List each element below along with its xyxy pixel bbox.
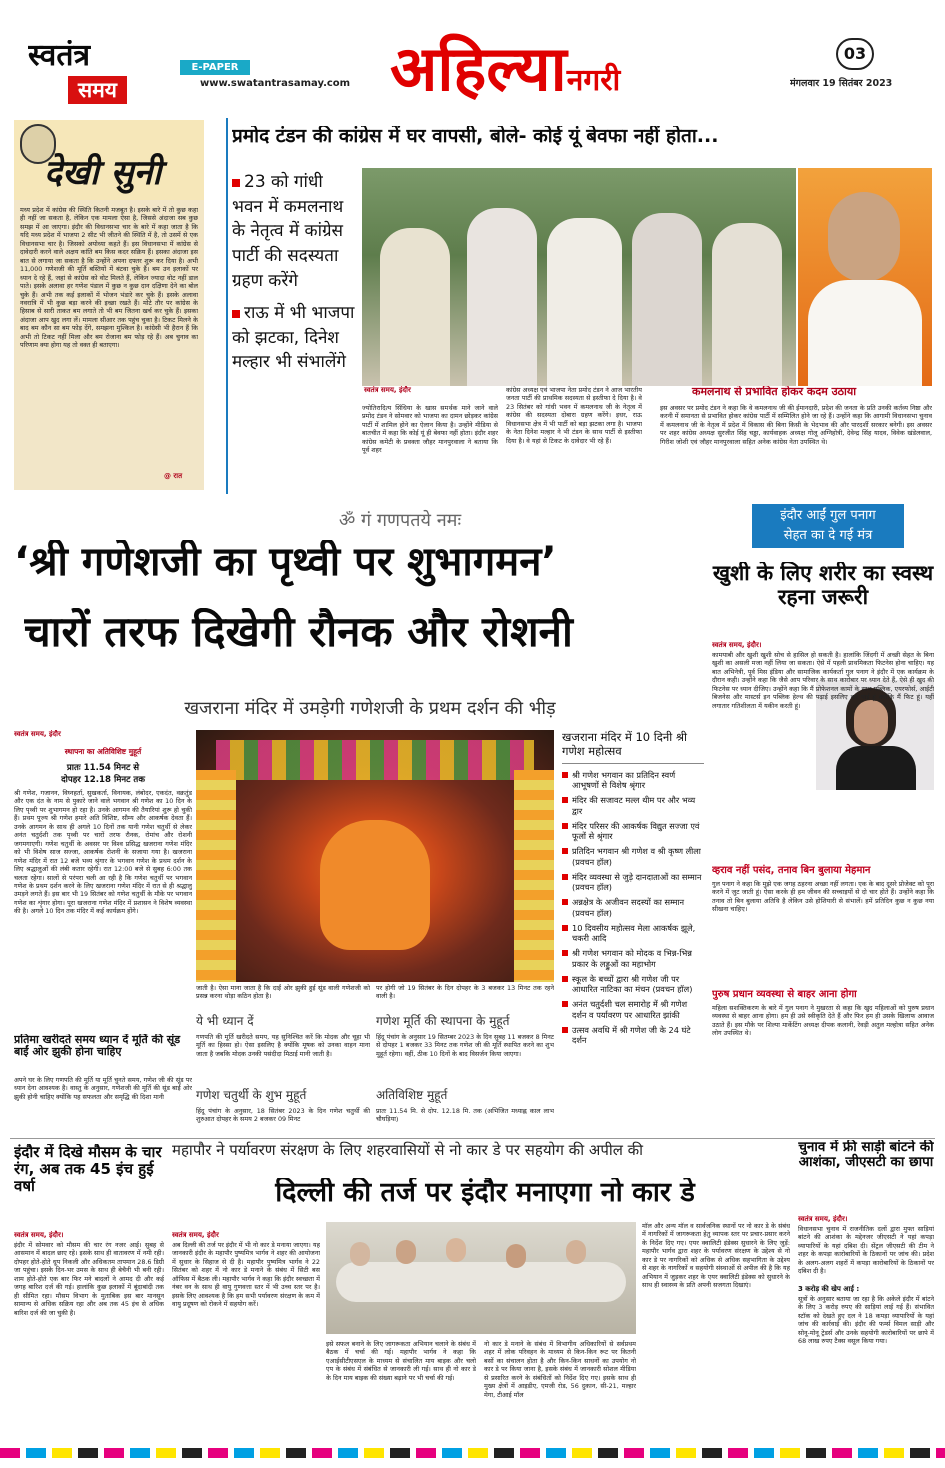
page-title-main: अहिल्या (390, 32, 567, 105)
gst-body: विधानसभा चुनाव में राजनीतिक दलों द्वारा मुफ्त साड़ियां बांटने की आशंका के मद्देनजर जीएसटी ने यहां कपड़ा व्यापारियों के यहां दबिश दी। सेंट्रल जीएसटी की टीम ने शहर के कपड़ा कारोबारियों के ठिकानों पर जांच की। प्रदेश के अलग-अलग शहरों में कपड़ा कारोबारियों के ठिकानों पर दबिश दी है। (798, 1225, 934, 1276)
dekhi-suni-column (14, 120, 204, 490)
chaturthi-title: गणेश चतुर्थी के शुभ मुहूर्त (196, 1088, 307, 1102)
mahotsav-item: मंदिर परिसर की आकर्षक विद्युत सज्जा एवं फूलों से श्रृंगार (562, 821, 704, 842)
lead-byline: स्वतंत्र समय, इंदौर (364, 386, 411, 394)
nocar-meeting-photo (326, 1222, 636, 1334)
lead-bullets (232, 170, 357, 490)
gst-sub: 3 करोड़ की खेप आई : (798, 1284, 860, 1293)
brand-top: स्वतंत्र (28, 40, 91, 73)
ganesh-idol-photo (196, 730, 554, 982)
lead-col-1: ज्योतिरादित्य सिंधिया के खास समर्थक माने जाने वाले प्रमोद टंडन ने सोमवार को भाजपा का दामन छोड़कर कांग्रेस पार्टी में शामिल होने का ऐलान किया है। उन्होंने मीडिया से बातचीत में कहा कि कोई यूं ही बेवफा नहीं होता। इंदौर शहर कांग्रेस कमेटी के प्रवक्ता जौहर मानपुरवाला ने बताया कि पूर्व शहर (362, 404, 498, 455)
nocar-col-3: नो कार डे मनाने के संबंध में विभागीय अधिकारियों से सर्वप्रथम शहर में लोक परिवहन के माध्यम से किन-किन रूट पर कितनी बसों का संचालन होता है और किन-किन साधनों का उपयोग नो कार डे पर किया जाना है, इसके संबंध में जानकारी सोशल मीडिया से प्रसारित करने के संबंधितों को निर्देश दिए गए। इसके साथ ही मुख्य क्षेत्रों में आइडीए, एमजी रोड, 56 दुकान, सी-21, मल्हार मेगा, टीआई मॉल (484, 1340, 636, 1399)
page-title (390, 30, 790, 110)
mahotsav-box (562, 730, 704, 1138)
gst-headline: चुनाव में फ्री साड़ी बांटने की आशंका, जीएसटी का छापा (798, 1140, 934, 1171)
page-number: 03 (836, 38, 874, 70)
ganesh-mantra: ॐ गं गणपतये नमः (338, 510, 462, 531)
weather-body-wrap (14, 1222, 164, 1438)
nocar-col-2: इसे सफल बनाने के लिए जागरूकता अभियान चलाने के संबंध में बैठक में चर्चा की गई। महापौर भार्गव ने कहा कि एआईसीटीएसएल के माध्यम से संचालित माय बाइक और चलो एप के संबंध में संबंधित से जानकारी ली गई। साथ ही नो कार डे के दिन माय बाइक की संख्या बढ़ाने पर भी चर्चा की गई। (326, 1340, 476, 1382)
mahotsav-item: मंदिर व्यवस्था से जुड़े दानदाताओं का सम्मान (प्रवचन हॉल) (562, 872, 704, 893)
chaturthi-body: हिंदू पंचांग के अनुसार, 18 सितंबर 2023 के दिन गणेश चतुर्थी की शुरुआत दोपहर के समय 2 बजकर 09 मिनट (196, 1107, 370, 1124)
page-title-sub: नगरी (566, 63, 621, 98)
muhurat-title: स्थापना का अतिविशिष्ट मुहूर्त (64, 747, 142, 756)
muhurat-time-1: प्रातः 11.54 मिनट से (66, 763, 140, 773)
mahotsav-item: मंदिर की सजावट मल्ल थीम पर और भव्य द्वार (562, 795, 704, 816)
ativ-box (376, 1086, 554, 1136)
brand-bottom: समय (68, 76, 127, 104)
sthapna-body: हिंदू पंचांग के अनुसार 19 सितम्बर 2023 के दिन सुबह 11 बजकर 8 मिनट से दोपहर 1 बजकर 33 मिनट तक गणेश जी की मूर्ति स्थापित करने का शुभ मुहूर्त रहेगा। वहीं, ठीक 10 दिनों के बाद विसर्जन किया जाएगा। (376, 1033, 554, 1058)
ganesh-body: श्री गणेश, गजानन, विघ्नहर्ता, सुखकर्ता, विनायक, लंबोदर, एकदंत, वक्रतुंड और एक दंत के नाम से पुकारे जाने वाले भगवान श्री गणेश का 10 दिन के लिए पृथ्वी पर शुभागमन हो रहा है। उनके आगमन की तैयारियां शुरू हो चुकी हैं। प्रथम पूज्य श्री गणेश हमारे अति विशिष्ट, सौम्य और आकर्षक देवता हैं। उनके आगमन के साथ ही अगले 10 दिनों तक यानी गणेश चतुर्थी से लेकर अनंत चतुर्दशी तक पृथ्वी पर चारों तरफ रौनक, रोमांच और रोशनी जगमगाएगी। गणेश चतुर्थी के अवसर पर विश्व प्रसिद्ध खजराना गणेश मंदिर को भी विशेष साज सज्जा, आकर्षक रोशनी के सजाया गया है। खजराना गणेश मंदिर में रात 12 बजे भव्य श्रृंगार के भगवान गणेश के प्रथम दर्शन के लिए श्रद्धालुओं की लंबी कतार रहेगी। रात 12:00 बजे से सुबह 6:00 तक चलता रहेगा। सालों से परंपरा चली आ रही है कि गणेश चतुर्थी पर भगवान गणेश के प्रथम दर्शन करने के लिए खजराना गणेश मंदिर में रात से ही श्रद्धालु उमड़ने लगते हैं। इस बार भी 19 सितंबर को गणेश चतुर्थी के मौके पर भगवान गणेश का शृंगार होगा। पूरा खजराना गणेश मंदिर में प्रशासन ने विशेष व्यवस्था की है। अगले 10 दिन तक मंदिर में कई कार्यक्रम होंगे। (14, 789, 192, 916)
tip-body: गणपति की मूर्ति खरीदते समय, यह सुनिश्चित करें कि मोदक और चूहा भी मूर्ति का हिस्सा हो। ऐसा इसलिए है क्योंकि मूषक को उनका वाहन माना जाता है जबकि मोदक उनकी पसंदीदा मिठाई मानी जाती है। (196, 1033, 370, 1058)
masthead (0, 0, 945, 112)
brand-logo (28, 40, 158, 108)
weather-headline: इंदौर में दिखे मौसम के चार रंग, अब तक 45 इंच हुई वर्षा (14, 1144, 162, 1195)
lead-headline: प्रमोद टंडन की कांग्रेस में घर वापसी, बोले- कोई यूं बेवफा नहीं होता... (232, 126, 719, 147)
ganesh-sub-1: प्रतिमा खरीदते समय ध्यान दें मूर्ति की सूंड बाईं ओर झुकी होना चाहिए (14, 1034, 181, 1059)
gulpanag-byline: स्वतंत्र समय, इंदौर। (712, 641, 762, 649)
nocar-col-1: अब दिल्ली की तर्ज पर इंदौर में भी नो कार डे मनाया जाएगा। यह जानकारी इंदौर के महापौर पुष्यमित्र भार्गव ने शहर की आयोजना में सुधार के सिहाज से दी है। महापौर पुष्यमित्र भार्गव ने 22 सितंबर को शहर में नो कार डे मनाने के संबंध में सिटी बस ऑफिस में बैठक ली। महापौर भार्गव ने कहा कि इंदौर स्वच्छता में नंबर वन के साथ ही वायु गुणवत्ता स्तर में भी उच्च स्तर पर है। इसके लिए आवश्यक है कि हम सभी पर्यावरण संरक्षण के कम में वायु प्रदूषण को रोकने में सहयोग करें। (172, 1241, 320, 1309)
mahotsav-item: प्रतिदिन भगवान श्री गणेश व श्री कृष्ण लीला (प्रवचन हॉल) (562, 846, 704, 867)
gst-body-wrap (798, 1206, 934, 1438)
lead-bullet-2: राऊ में भी भाजपा को झटका, दिनेश मल्हार भी संभालेंगे (232, 303, 355, 373)
ganesh-deck: खजराना मंदिर में उमड़ेगी गणेशजी के प्रथम दर्शन की भीड़ (184, 698, 556, 719)
ganesh-photo-caption-2: पर होगी जो 19 सितंबर के दिन दोपहर के 3 बजकर 13 मिनट तक रहने वाली है। (376, 984, 554, 1001)
column-credit: @ रात (164, 472, 183, 480)
mahotsav-title: खजराना मंदिर में 10 दिनी श्री गणेश महोत्सव (562, 730, 704, 764)
mahotsav-item: उत्सव अवधि में श्री गणेश जी के 24 घंटे दर्शन (562, 1025, 704, 1046)
mahotsav-item: अन्नक्षेत्र के अजीवन सदस्यों का सम्मान (प्रवचन हॉल) (562, 897, 704, 918)
gst-sub-body: सूत्रों के अनुसार बताया जा रहा है कि अकेले इंदौर में बांटने के लिए 3 करोड़ रुपए की साड़ियां लाई गई हैं। संभावित स्टॉक को देखते हुए दल ने 18 कपड़ा व्यापारियों के यहां जांच की कार्रवाई की। इंदौर की फर्म्स विमल साड़ी और सोनू-मोनू ट्रेडर्स और उनके सहयोगी कारोबारियों पर छापे में 68 लाख रुपए टैक्स वसूल किया गया। (798, 1294, 934, 1345)
gst-byline: स्वतंत्र समय, इंदौर। (798, 1215, 848, 1223)
lead-bullet-1: 23 को गांधी भवन में कमलनाथ के नेतृत्व में कांग्रेस पार्टी की सदस्यता ग्रहण करेंगे (232, 172, 344, 291)
lead-photo-caption-bar (362, 386, 932, 398)
sthapna-box (376, 1012, 554, 1086)
gulpanag-sub-2: पुरुष प्रधान व्यवस्था से बाहर आना होगा (712, 989, 857, 1000)
tip-title: ये भी ध्यान दें (196, 1014, 254, 1028)
mahotsav-item: 10 दिवसीय महोत्सव मेला आकर्षक झूले, चकरी आदि (562, 923, 704, 944)
ganesh-sub-1-body: अपने घर के लिए गणपति की मूर्ति या मूर्ति चुनते समय, गणेश जी की सूंड पर ध्यान देना आवश्यक है। वास्तु के अनुसार, गणेशजी की मूर्ति की सूंड बाईं ओर झुकी होनी चाहिए क्योंकि यह सफलता और समृद्धि की दिशा मानी (14, 1076, 192, 1101)
lead-photo-group (362, 168, 796, 386)
mahotsav-item: स्कूल के बच्चों द्वारा श्री गणेश जी पर आधारित नाटिका का मंचन (प्रवचन हॉल) (562, 974, 704, 995)
site-url[interactable]: www.swatantrasamay.com (200, 78, 351, 89)
ganesh-byline: स्वतंत्र समय, इंदौर (14, 730, 61, 738)
column-title (14, 120, 204, 200)
issue-date: मंगलवार 19 सितंबर 2023 (790, 78, 893, 89)
ganesh-headline-1: ‘श्री गणेशजी का पृथ्वी पर शुभागमन’ (14, 540, 557, 585)
mahotsav-item: अनंत चतुर्दशी चल समारोह में श्री गणेश दर्शन व पर्यावरण पर आधारित झांकी (562, 999, 704, 1020)
lead-col-2: कांग्रेस अध्यक्ष एवं भाजपा नेता प्रमोद टंडन ने आज भारतीय जनता पार्टी की प्राथमिक सदस्यता से इस्तीफा दे दिया है। वे 23 सितंबर को गांधी भवन में कमलनाथ जी के नेतृत्व में कांग्रेस की सदस्यता दोबारा ग्रहण करेंगे। इधर, राऊ विधानसभा क्षेत्र में भी पार्टी को बड़ा झटका लगा है। भाजपा के नेता दिनेश मल्हार ने भी टंडन के साथ पार्टी से इस्तीफा दिया है। वे यहां से टिकट के दावेदार भी रहे हैं। (506, 386, 642, 445)
weather-byline: स्वतंत्र समय, इंदौर। (14, 1231, 64, 1239)
tip-box (196, 1012, 370, 1086)
nocar-byline: स्वतंत्र समय, इंदौर (172, 1231, 219, 1239)
chaturthi-box (196, 1086, 370, 1136)
ativ-title: अतिविशिष्ट मुहूर्त (376, 1088, 448, 1102)
column-body: मध्य प्रदेश में कांग्रेस की स्थिति कितनी मजबूत है। इसके बारे में तो कुछ कहा ही नहीं जा सकता है, लेकिन एक मामला ऐसा है, जिससे अंदाजा सब कुछ समझ में आ जाएगा। इंदौर की विधानसभा चार के बारे में कहा जाता है कि यदि मध्य प्रदेश में भाजपा 2 सीट भी जीतने की स्थिति में है, तो उसमें से एक विधानसभा चार है। जिसको अयोध्या कहते हैं। इस विधानसभा में कांग्रेस से दावेदारी करने वाले अक्षय कांति बम किस कदर सक्रिय हैं। इसका अंदाजा इस बात से लगाया जा सकता है कि उन्होंने अपना दफ्तर शुरू कर दिया है। अभी 11,000 गणेशजी की मूर्ति बस्तियों में बंटवा चुके हैं। बम उन इलाकों पर ध्यान दे रहे हैं, जहां से कांग्रेस को वोट मिलते हैं, लेकिन ज्यादा वोट नहीं डाल पाते। इसके अलावा हर गणेश पंडाल में कुछ न कुछ दान दक्षिणा देने का बोल चुके हैं। अभी तक कई इलाकों में भोजन भंडारे कर चुके हैं। इसके अलावा नवरात्रि में भी कुछ बड़ा करने की इच्छा रखते हैं। मोटे तौर पर कांग्रेस के हिसाब से सारी ताकत बम लगाते तो भी बम जितना खर्च कर चुके हैं। इसका अंदाजा आप खुद लगा लें। मामला सीआर तक पहुंच चुका है। टिकट मिलने के बाद बम कौन सा बम फोड़ देंगे, समझना मुश्किल है। कांग्रेसी भी हैरान हैं कि अभी तो टिकट नहीं मिला और बम रोजाना बम फोड़ रहे हैं। अब चुनाव का परिणाम क्या होगा यह तो वक्त ही बताएगा। (20, 206, 198, 350)
lead-portrait (798, 168, 932, 386)
ganesh-headline-2: चारों तरफ दिखेगी रौनक और रोशनी (24, 608, 573, 656)
sthapna-title: गणेश मूर्ति की स्थापना के मुहूर्त (376, 1014, 510, 1028)
gulpanag-headline: खुशी के लिए शरीर का स्वस्थ रहना जरूरी (712, 562, 934, 609)
nocar-col-4: मॉल और अन्य मॉल व सार्वजनिक स्थानों पर नो कार डे के संबंध में नागरिकों में जागरूकता हेतु व्यापक स्तर पर प्रचार-प्रसार करने के निर्देश दिए गए। एयर क्वालिटी इंडेक्स सुधारने के लिए जुड़ें: महापौर भार्गव द्वारा शहर के पर्यावरण संरक्षण के उद्देश्य से नो कार डे पर नागरिकों को अधिक से अधिक सहभागिता के उद्देश्य से शहर के नागरिकों व सहयोगी संस्थाओं से अपील की है कि यह अभियान में जुड़कर शहर के एयर क्वालिटी इंडेक्स को सुधारने के साथ ही स्वास्थ्य के प्रति अपनी सजगता दिखाएं। (642, 1222, 790, 1290)
weather-body: इंदौर में सोमवार को मौसम की चार रंग नजर आई। सुबह से आसमान में बादल छाए रहे। इसके साथ ही वातावरण में नमी रही। दोपहर होते-होते धूप निकली और अधिकतम तापमान 28.6 डिग्री जा पहुंचा। इसके दिन-भर उमस के साथ ही बेचैनी भी बनी रही। शाम होते-होते एक बार फिर मने बादलों ने आमद दी और कई जगह बारिश दर्ज की गई। हालांकि कुछ इलाकों में बूंदाबांदी तक ही सीमित रहा। मौसम विभाग के मुताबिक इस बार मानसून सामान्य से अधिक सक्रिय रहा और अब तक 45 इंच से अधिक बारिश दर्ज की जा चुकी है। (14, 1241, 164, 1317)
gulpanag-tag-2: सेहत का दे गई मंत्र (783, 528, 873, 543)
gulpanag-sub-1: व्हराव नहीं पसंद, तनाव बिन बुलाया मेहमान (712, 865, 871, 876)
gulpanag-sub-1-body: गुल पनाग ने कहा कि मुझे एक जगह ठहरना अच्छा नहीं लगता। एक के बाद दूसरे प्रोजेक्ट को पूरा करने में जुट जाती हूं। ऐसा करके ही हम जीवन की सच्चाइयों से दो चार होते हैं। उन्होंने कहा कि तनाव तो बिन बुलाया अतिथि है लेकिन उसे होशियारी से संभालें। हमें प्रतिदिन कुछ न कुछ नया सीखना चाहिए। (712, 880, 934, 914)
gulpanag-body: कामयाबी और खुशी खुशी सोच से हासिल हो सकती है। हालांकि जिंदगी में अच्छी सेहत के बिना खुशी का असली मजा नहीं लिया जा सकता। ऐसे में पहली प्राथमिकता फिटनेस होना चाहिए। यह बात अभिनेत्री, पूर्व मिस इंडिया और सामाजिक कार्यकर्ता गुल पनाग ने इंदौर में एक कार्यक्रम के दौरान कही। उन्होंने कहा कि जैसे आप परिवार के साथ कारोबार पर ध्यान देते हैं, ऐसे ही खुद की फिटनेस पर ध्यान दीजिए। उन्होंने कहा कि मैं प्रोफेशनल कामों के साथ पब्लिक, एयरफोर्स, आईटी बिजनेस और मास्टर्स इन पब्लिक हेल्थ की पढ़ाई इसलिए कर पाई हूं क्योंकि मैं फिट हूं। यहीं लगातार गतिशीलता में यकीन करती हूं। (712, 651, 934, 710)
gulpanag-sub-2-body: महिला सशक्तिकरण के बारे में गुल पनाग ने मुखरता से कहा कि खुद महिलाओं को पुरुष प्रधान व्यवस्था से बाहर आना होगा। हम ही उसे स्वीकृति देते हैं और फिर हम ही उसके खिलाफ आवाज उठाते हैं। इस मौके पर शिल्पा मार्केटिंग अध्यक्ष दीपक कलानी, रेवड़ी अतुल मल्होत्रा सहित अनेक लोग उपस्थित थे। (712, 1004, 934, 1038)
mahotsav-list (562, 770, 704, 1046)
epaper-badge: E-PAPER (180, 60, 250, 75)
column-title-text: देखी सुनी (44, 153, 162, 193)
muhurat-time-2: दोपहर 12.18 मिनट तक (61, 775, 145, 785)
gulpanag-tag (752, 504, 904, 548)
nocar-col-1-wrap (172, 1222, 320, 1438)
mahotsav-item: श्री गणेश भगवान को मोदक व भिन्न-भिन्न प्रकार के लड्डुओं का महाभोग (562, 948, 704, 969)
ganesh-left-column (14, 730, 192, 1030)
gulpanag-body-wrap (712, 632, 934, 858)
ativ-body: प्रातः 11.54 मि. से दोप. 12.18 मि. तक (अभिजित मध्याह्न काल लाभ चौघड़िया) (376, 1107, 554, 1124)
registration-bar (0, 1448, 945, 1458)
lead-caption: कमलनाथ से प्रभावित होकर कदम उठाया (692, 386, 857, 398)
mahotsav-item: श्री गणेश भगवान का प्रतिदिन स्वर्ण आभूषणों से विशेष श्रृंगार (562, 770, 704, 791)
lead-col-3: इस अवसर पर प्रमोद टंडन ने कहा कि वे कमलनाथ जी की ईमानदारी, प्रदेश की जनता के प्रति उनकी कर्तव्य निष्ठा और करनी में समानता से प्रभावित होकर कांग्रेस पार्टी में सम्मिलित होने जा रहे हैं। उन्होंने कहा कि आगामी विधानसभा चुनाव में कमलनाथ जी के नेतृत्व में प्रदेश में विकास की बिना किसी के भेदभाव की और पारदर्शी सरकार बनेगी। इस अवसर पर शहर कांग्रेस अध्यक्ष सुरजीत सिंह चड्ढा, कार्यवाहक अध्यक्ष गोलू अग्निहोत्री, देवेन्द्र सिंह यादव, विवेक खंडेलवाल, गिरीश जोशी एवं जौहर मानपुरवाला सहित अनेक कांग्रेस नेता उपस्थित थे। (660, 404, 932, 446)
gulpanag-tag-1: इंदौर आईं गुल पनाग (780, 508, 876, 523)
nocar-kicker: महापौर ने पर्यावरण संरक्षण के लिए शहरवासियों से नो कार डे पर सहयोग की अपील की (172, 1141, 644, 1159)
nocar-headline: दिल्ली की तर्ज पर इंदौर मनाएगा नो कार डे (275, 1178, 695, 1208)
ganesh-photo-caption: जाती है। ऐसा माना जाता है कि दाईं ओर झुकी हुई सूंड वाली गणेशजी को प्रसन्न करना थोड़ा कठिन होता है। (196, 984, 370, 1001)
